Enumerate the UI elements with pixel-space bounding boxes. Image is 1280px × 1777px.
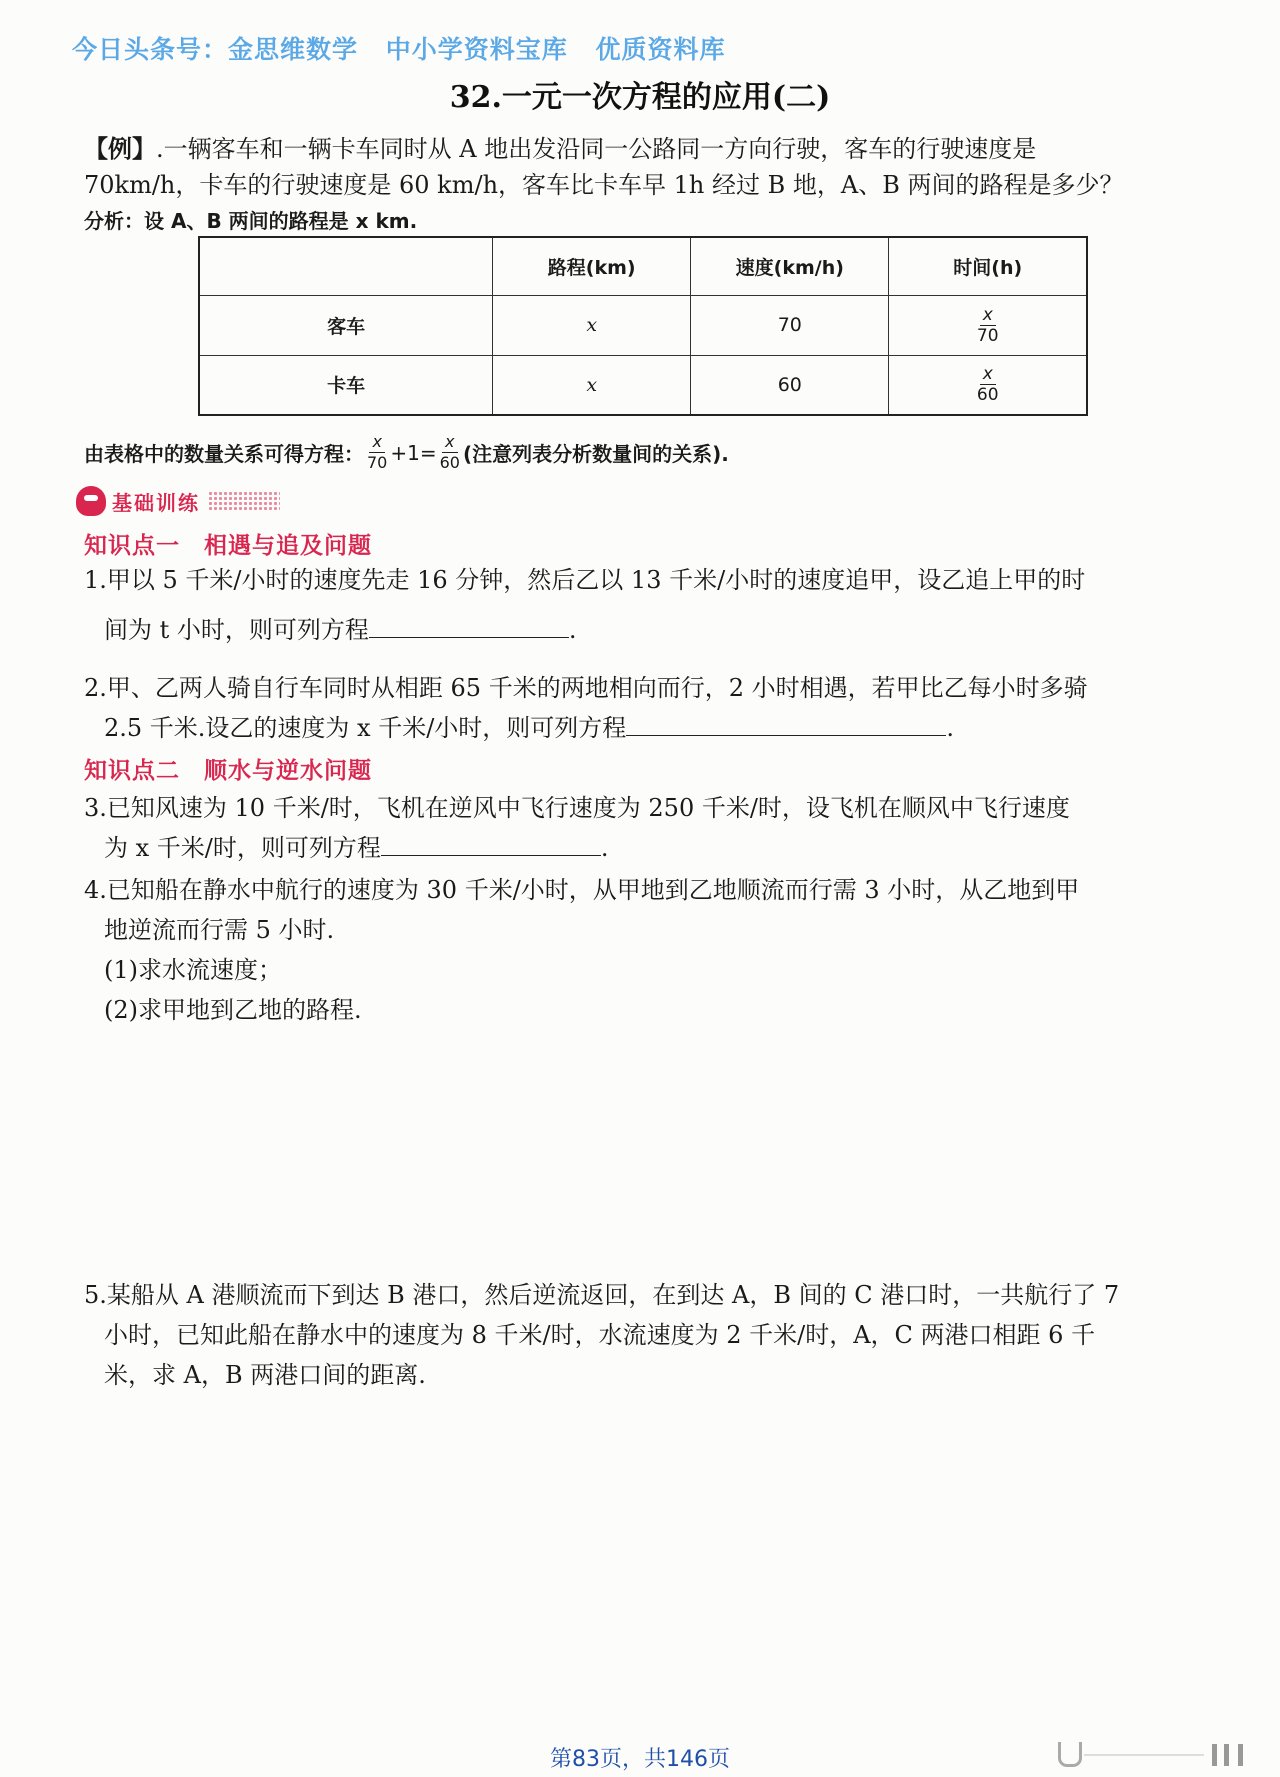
dots-decoration: [208, 491, 280, 511]
table-row: [199, 355, 1087, 415]
watermark-text-1: 今日头条号：金思维数学: [72, 35, 359, 64]
table-header-cell: 速度(km/h): [691, 237, 889, 295]
table-row: [199, 295, 1087, 355]
example-line-2: 70km/h，卡车的行驶速度是 60 km/h，客车比卡车早 1h 经过 B 地，A、B 两间的路程是多少？: [84, 171, 1124, 199]
question-line: 米，求 A，B 两港口间的距离.: [104, 1361, 426, 1389]
question-3: [84, 788, 1214, 868]
question-line: 5.某船从 A 港顺流而下到达 B 港口，然后逆流返回，在到达 A，B 间的 C 港口时，一共航行了 7: [84, 1281, 1120, 1309]
fraction-denominator: 60: [439, 453, 460, 472]
knowledge-point-1: [84, 527, 372, 560]
u-icon: [1058, 1742, 1082, 1767]
table-cell: 70: [691, 295, 889, 355]
table-cell: [889, 295, 1087, 355]
mascot-icon: [76, 486, 106, 516]
answer-blank[interactable]: [369, 613, 569, 638]
corner-mark: [1058, 1742, 1248, 1768]
example-line-1: [84, 132, 1214, 166]
page-title: 32.一元一次方程的应用(二): [449, 80, 831, 115]
question-line: [84, 828, 1214, 868]
analysis-table: [198, 236, 1088, 416]
table-cell: x: [493, 355, 691, 415]
table-cell: 60: [691, 355, 889, 415]
kp-title: 相遇与追及问题: [204, 533, 372, 559]
answer-blank[interactable]: [381, 831, 601, 856]
question-text: 2.5 千米.设乙的速度为 x 千米/小时，则可列方程: [104, 714, 627, 742]
table-header-cell: 时间(h): [889, 237, 1087, 295]
fraction: [364, 432, 390, 473]
question-line: 地逆流而行需 5 小时.: [104, 916, 335, 944]
table-header-cell: [199, 237, 493, 295]
example-text-1: .一辆客车和一辆卡车同时从 A 地出发沿同一公路同一方向行驶，客车的行驶速度是: [156, 135, 1037, 163]
table-cell: x: [493, 295, 691, 355]
fraction-numerator: x: [980, 305, 996, 326]
table-row-label: 卡车: [199, 355, 493, 415]
fraction-denominator: 60: [976, 385, 999, 406]
watermark: [72, 30, 743, 66]
question-4: [84, 870, 1214, 1030]
divider: [1084, 1754, 1204, 1756]
question-2: [84, 668, 1214, 748]
kp-title: 顺水与逆水问题: [204, 758, 372, 784]
analysis-text: 分析：设 A、B 两间的路程是 x km.: [84, 209, 418, 233]
question-5: [84, 1275, 1214, 1395]
question-line: 小时，已知此船在静水中的速度为 8 千米/时，水流速度为 2 千米/时，A，C 两港口相距 6 千: [104, 1321, 1096, 1349]
question-end: .: [568, 616, 577, 644]
question-end: .: [600, 834, 609, 862]
fraction: [974, 305, 1002, 346]
table-cell: [889, 355, 1087, 415]
question-line: [84, 708, 1214, 748]
question-text: 为 x 千米/时，则可列方程: [104, 834, 381, 862]
sub-question: (1)求水流速度；: [104, 956, 282, 984]
sub-question: (2)求甲地到乙地的路程.: [104, 996, 362, 1024]
page-number: 第83页，共146页: [550, 1747, 730, 1772]
question-line: 1.甲以 5 千米/小时的速度先走 16 分钟，然后乙以 13 千米/小时的速度追甲，设乙追上甲的时: [84, 566, 1086, 594]
equation-line: [84, 432, 729, 473]
fraction-denominator: 70: [367, 453, 388, 472]
question-1: [84, 560, 1214, 650]
fraction-numerator: x: [442, 432, 457, 453]
banner-label: 基础训练: [112, 490, 200, 515]
question-line: 4.已知船在静水中航行的速度为 30 千米/小时，从甲地到乙地顺流而行需 3 小时，从乙地到甲: [84, 876, 1080, 904]
equation-suffix: (注意列表分析数量间的关系).: [462, 442, 729, 466]
kp-label: 知识点二: [84, 758, 180, 784]
table-header-row: [199, 237, 1087, 295]
watermark-text-2: 中小学资料宝库: [385, 35, 568, 64]
question-line: 2.甲、乙两人骑自行车同时从相距 65 千米的两地相向而行，2 小时相遇，若甲比乙每小时多骑: [84, 674, 1088, 702]
question-text: 间为 t 小时，则可列方程: [104, 616, 369, 644]
section-banner: [76, 486, 280, 516]
fraction-denominator: 70: [976, 325, 999, 346]
watermark-text-3: 优质资料库: [595, 35, 726, 64]
table-row-label: 客车: [199, 295, 493, 355]
bar-icon: [1238, 1744, 1243, 1766]
knowledge-point-2: [84, 752, 372, 785]
equation-prefix: 由表格中的数量关系可得方程：: [84, 442, 364, 466]
bar-icon: [1212, 1744, 1217, 1766]
table-header-cell: 路程(km): [493, 237, 691, 295]
example-tag: 【例】: [84, 134, 156, 163]
fraction-numerator: x: [369, 432, 384, 453]
answer-blank[interactable]: [626, 711, 946, 736]
question-line: [84, 610, 1214, 650]
fraction-numerator: x: [980, 364, 996, 385]
bar-icon: [1224, 1744, 1229, 1766]
question-end: .: [946, 714, 954, 742]
question-line: 3.已知风速为 10 千米/时，飞机在逆风中飞行速度为 250 千米/时，设飞机在顺风中飞行速度: [84, 794, 1070, 822]
kp-label: 知识点一: [84, 533, 180, 559]
equation-middle: +1=: [390, 440, 437, 465]
fraction: [974, 364, 1002, 405]
fraction: [437, 432, 463, 473]
